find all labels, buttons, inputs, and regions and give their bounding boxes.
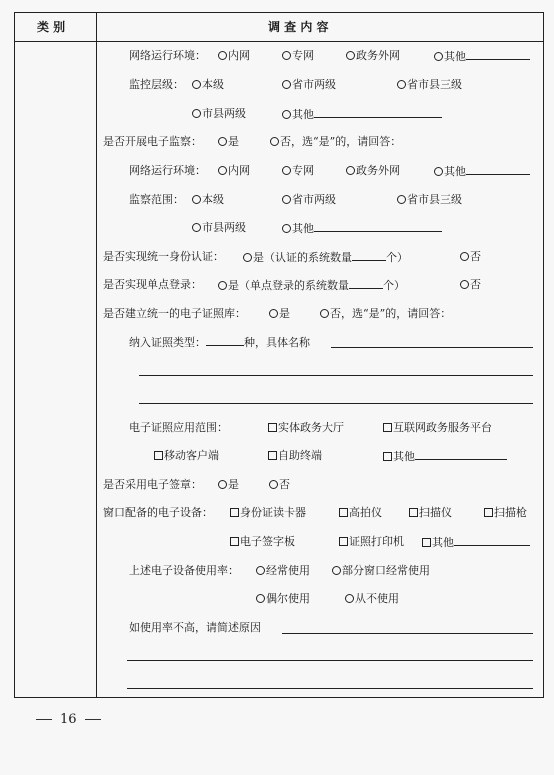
radio-icon[interactable]	[218, 51, 227, 60]
checkbox-icon[interactable]	[422, 538, 431, 547]
checkbox-icon[interactable]	[484, 508, 493, 517]
usage-label: 上述电子设备使用率：	[129, 564, 239, 577]
radio-icon[interactable]	[282, 80, 291, 89]
devices-label: 窗口配备的电子设备：	[103, 506, 213, 519]
radio-icon[interactable]	[434, 167, 443, 176]
opt-other[interactable]: 其他	[434, 49, 530, 64]
opt-intranet[interactable]: 内网	[218, 164, 250, 178]
opt-other-scope[interactable]: 其他	[383, 449, 507, 464]
low-usage-prompt: 如使用率不高，请简述原因	[129, 621, 261, 634]
checkbox-icon[interactable]	[230, 508, 239, 517]
checkbox-icon[interactable]	[268, 423, 277, 432]
reason-line-3[interactable]	[127, 688, 533, 689]
signature-yes[interactable]: 是	[218, 478, 239, 492]
checkbox-icon[interactable]	[268, 451, 277, 460]
sso-yes[interactable]: 是（单点登录的系统数量 个）	[218, 278, 405, 293]
radio-icon[interactable]	[192, 109, 201, 118]
supervision-question: 是否开展电子监察：	[103, 135, 202, 148]
radio-icon[interactable]	[282, 224, 291, 233]
opt-gov-extranet[interactable]: 政务外网	[346, 164, 400, 178]
opt-often[interactable]: 经常使用	[256, 564, 310, 578]
opt-prov-city-county-three[interactable]: 省市县三级	[397, 193, 462, 207]
radio-icon[interactable]	[460, 252, 469, 261]
radio-icon[interactable]	[397, 195, 406, 204]
radio-icon[interactable]	[269, 480, 278, 489]
radio-icon[interactable]	[346, 166, 355, 175]
category-header: 类 别	[37, 20, 66, 34]
page-number: 16	[28, 712, 109, 727]
monitor-level-label: 监控层级：	[129, 78, 184, 91]
reason-line-2[interactable]	[127, 660, 533, 661]
count-blank[interactable]	[349, 278, 383, 289]
types-names-line-2[interactable]	[139, 375, 533, 376]
checkbox-icon[interactable]	[154, 451, 163, 460]
scope-label: 监察范围：	[129, 193, 184, 206]
dash-right	[85, 719, 101, 720]
radio-icon[interactable]	[192, 223, 201, 232]
net-env-label: 网络运行环境：	[129, 49, 206, 62]
opt-sign-pad[interactable]: 电子签字板	[230, 535, 295, 549]
radio-icon[interactable]	[282, 51, 291, 60]
opt-other[interactable]: 其他	[434, 164, 530, 179]
checkbox-icon[interactable]	[383, 423, 392, 432]
opt-other-scope[interactable]: 其他	[282, 221, 442, 236]
opt-scan-gun[interactable]: 扫描枪	[484, 506, 527, 520]
radio-icon[interactable]	[460, 280, 469, 289]
opt-self-service[interactable]: 自助终端	[268, 449, 322, 463]
identity-question: 是否实现统一身份认证：	[103, 250, 224, 263]
radio-icon[interactable]	[270, 137, 279, 146]
opt-city-county-two[interactable]: 市县两级	[192, 221, 246, 235]
license-types-unit: 种，具体名称	[244, 336, 310, 349]
opt-this-level[interactable]: 本级	[192, 78, 224, 92]
radio-icon[interactable]	[345, 594, 354, 603]
radio-icon[interactable]	[192, 80, 201, 89]
opt-physical-hall[interactable]: 实体政务大厅	[268, 421, 344, 435]
opt-occasional[interactable]: 偶尔使用	[256, 592, 310, 606]
opt-no[interactable]: 否，选“是”的，请回答：	[270, 135, 401, 149]
other-blank[interactable]	[314, 221, 442, 232]
sso-question: 是否实现单点登录：	[103, 278, 202, 291]
opt-private[interactable]: 专网	[282, 49, 314, 63]
radio-icon[interactable]	[218, 166, 227, 175]
types-names-line-3[interactable]	[139, 403, 533, 404]
column-divider	[96, 13, 97, 697]
supervision-net-env-label: 网络运行环境：	[129, 164, 206, 177]
radio-icon[interactable]	[397, 80, 406, 89]
identity-no[interactable]: 否	[460, 250, 481, 264]
opt-prov-city-two[interactable]: 省市两级	[282, 78, 336, 92]
opt-license-printer[interactable]: 证照打印机	[339, 535, 404, 549]
table-header	[15, 13, 543, 42]
checkbox-icon[interactable]	[230, 537, 239, 546]
radio-icon[interactable]	[434, 52, 443, 61]
identity-yes[interactable]: 是（认证的系统数量 个）	[243, 250, 408, 265]
types-names-line[interactable]	[331, 347, 533, 348]
radio-icon[interactable]	[320, 309, 329, 318]
reason-line-1[interactable]	[282, 633, 533, 634]
count-blank[interactable]	[352, 250, 386, 261]
opt-private[interactable]: 专网	[282, 164, 314, 178]
opt-never[interactable]: 从不使用	[345, 592, 399, 606]
opt-yes[interactable]: 是	[218, 135, 239, 149]
checkbox-icon[interactable]	[339, 508, 348, 517]
opt-id-reader[interactable]: 身份证读卡器	[230, 506, 306, 520]
radio-icon[interactable]	[192, 195, 201, 204]
sso-no[interactable]: 否	[460, 278, 481, 292]
license-no[interactable]: 否，选“是”的，请回答：	[320, 307, 451, 321]
opt-camera[interactable]: 高拍仪	[339, 506, 382, 520]
opt-intranet[interactable]: 内网	[218, 49, 250, 63]
other-blank[interactable]	[466, 164, 530, 175]
radio-icon[interactable]	[282, 110, 291, 119]
opt-prov-city-county-three[interactable]: 省市县三级	[397, 78, 462, 92]
opt-mobile[interactable]: 移动客户端	[154, 449, 219, 463]
opt-city-county-two[interactable]: 市县两级	[192, 107, 246, 121]
opt-this-level[interactable]: 本级	[192, 193, 224, 207]
other-blank[interactable]	[466, 49, 530, 60]
other-blank[interactable]	[454, 535, 530, 546]
opt-other-device[interactable]: 其他	[422, 535, 530, 550]
checkbox-icon[interactable]	[409, 508, 418, 517]
radio-icon[interactable]	[243, 253, 252, 262]
monitor-net-env-row	[129, 49, 206, 63]
radio-icon[interactable]	[282, 195, 291, 204]
opt-online-platform[interactable]: 互联网政务服务平台	[383, 421, 492, 435]
content-header: 调 查 内 容	[268, 20, 329, 34]
radio-icon[interactable]	[218, 480, 227, 489]
checkbox-icon[interactable]	[383, 452, 392, 461]
signature-question: 是否采用电子签章：	[103, 478, 202, 491]
license-types-label: 纳入证照类型：	[129, 336, 206, 349]
dash-left	[36, 719, 52, 720]
opt-gov-extranet[interactable]: 政务外网	[346, 49, 400, 63]
checkbox-icon[interactable]	[339, 537, 348, 546]
license-yes[interactable]: 是	[269, 307, 290, 321]
radio-icon[interactable]	[218, 281, 227, 290]
radio-icon[interactable]	[218, 137, 227, 146]
types-count-blank[interactable]	[206, 335, 244, 346]
other-blank[interactable]	[415, 449, 507, 460]
opt-some-windows[interactable]: 部分窗口经常使用	[332, 564, 430, 578]
radio-icon[interactable]	[256, 594, 265, 603]
radio-icon[interactable]	[346, 51, 355, 60]
signature-no[interactable]: 否	[269, 478, 290, 492]
radio-icon[interactable]	[332, 566, 341, 575]
opt-scanner[interactable]: 扫描仪	[409, 506, 452, 520]
opt-other-level[interactable]: 其他	[282, 107, 442, 122]
radio-icon[interactable]	[256, 566, 265, 575]
radio-icon[interactable]	[269, 309, 278, 318]
license-types-row	[129, 335, 310, 350]
other-blank[interactable]	[314, 107, 442, 118]
license-scope-label: 电子证照应用范围：	[129, 421, 228, 434]
license-question: 是否建立统一的电子证照库：	[103, 307, 246, 320]
radio-icon[interactable]	[282, 166, 291, 175]
opt-prov-city-two[interactable]: 省市两级	[282, 193, 336, 207]
